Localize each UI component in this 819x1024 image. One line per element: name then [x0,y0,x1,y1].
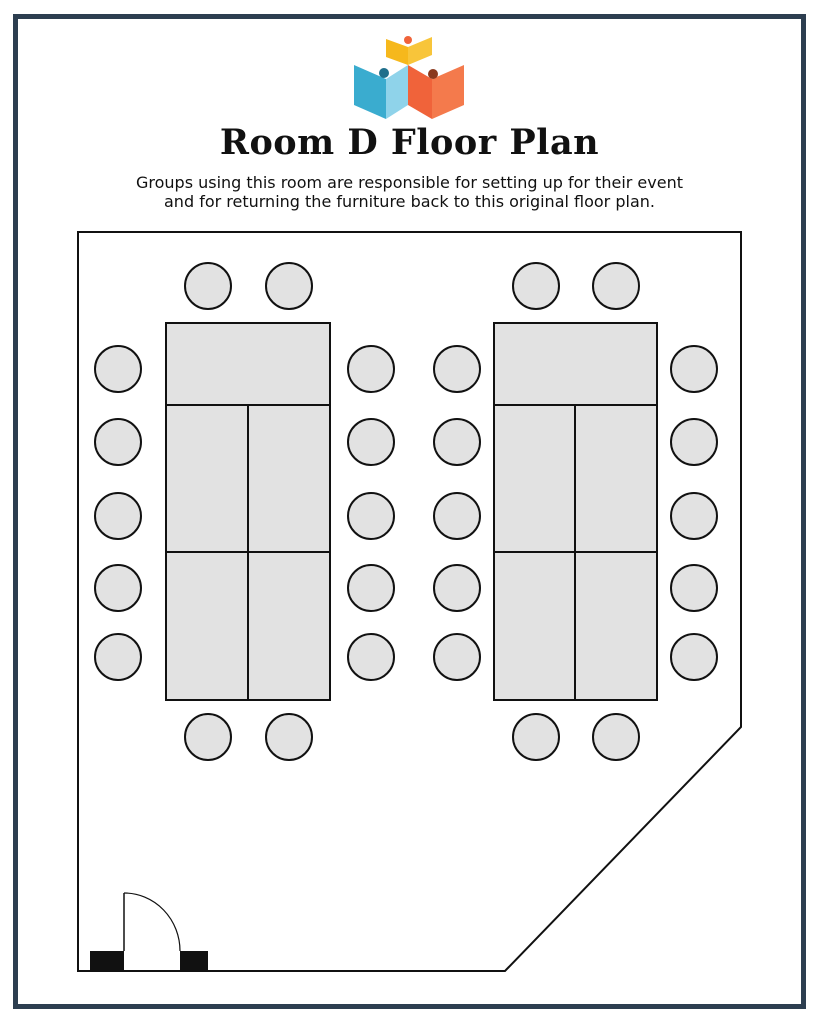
chair [671,419,717,465]
chair [95,634,141,680]
chair [434,634,480,680]
chair [348,419,394,465]
chair [593,263,639,309]
table [248,405,330,552]
instructions-line-2: and for returning the furniture back to this original floor plan. [164,192,655,211]
instructions-line-1: Groups using this room are responsible for setting up for their event [135,173,683,192]
chair [671,634,717,680]
chair [434,419,480,465]
chair [593,714,639,760]
table [494,552,575,700]
door [90,893,208,971]
chair [95,419,141,465]
table [248,552,330,700]
chair [434,565,480,611]
table [575,552,657,700]
chair [185,714,231,760]
chair [348,565,394,611]
chair [348,634,394,680]
chair [95,346,141,392]
chair [95,493,141,539]
chair [185,263,231,309]
table [166,552,248,700]
chair [513,263,559,309]
chair [266,263,312,309]
chair [671,493,717,539]
chair [95,565,141,611]
door-swing-arc [124,893,180,951]
chair [434,493,480,539]
chair [348,493,394,539]
table [494,405,575,552]
door-jamb-left [90,951,124,971]
chair [513,714,559,760]
left-cluster-tables [166,323,330,700]
table [575,405,657,552]
table [494,323,657,405]
chair [671,565,717,611]
table [166,323,330,405]
page-title: Room D Floor Plan [219,122,600,163]
chair [266,714,312,760]
chair [348,346,394,392]
table [166,405,248,552]
right-cluster-tables [494,323,657,700]
chair [671,346,717,392]
door-jamb-right [180,951,208,971]
chair [434,346,480,392]
